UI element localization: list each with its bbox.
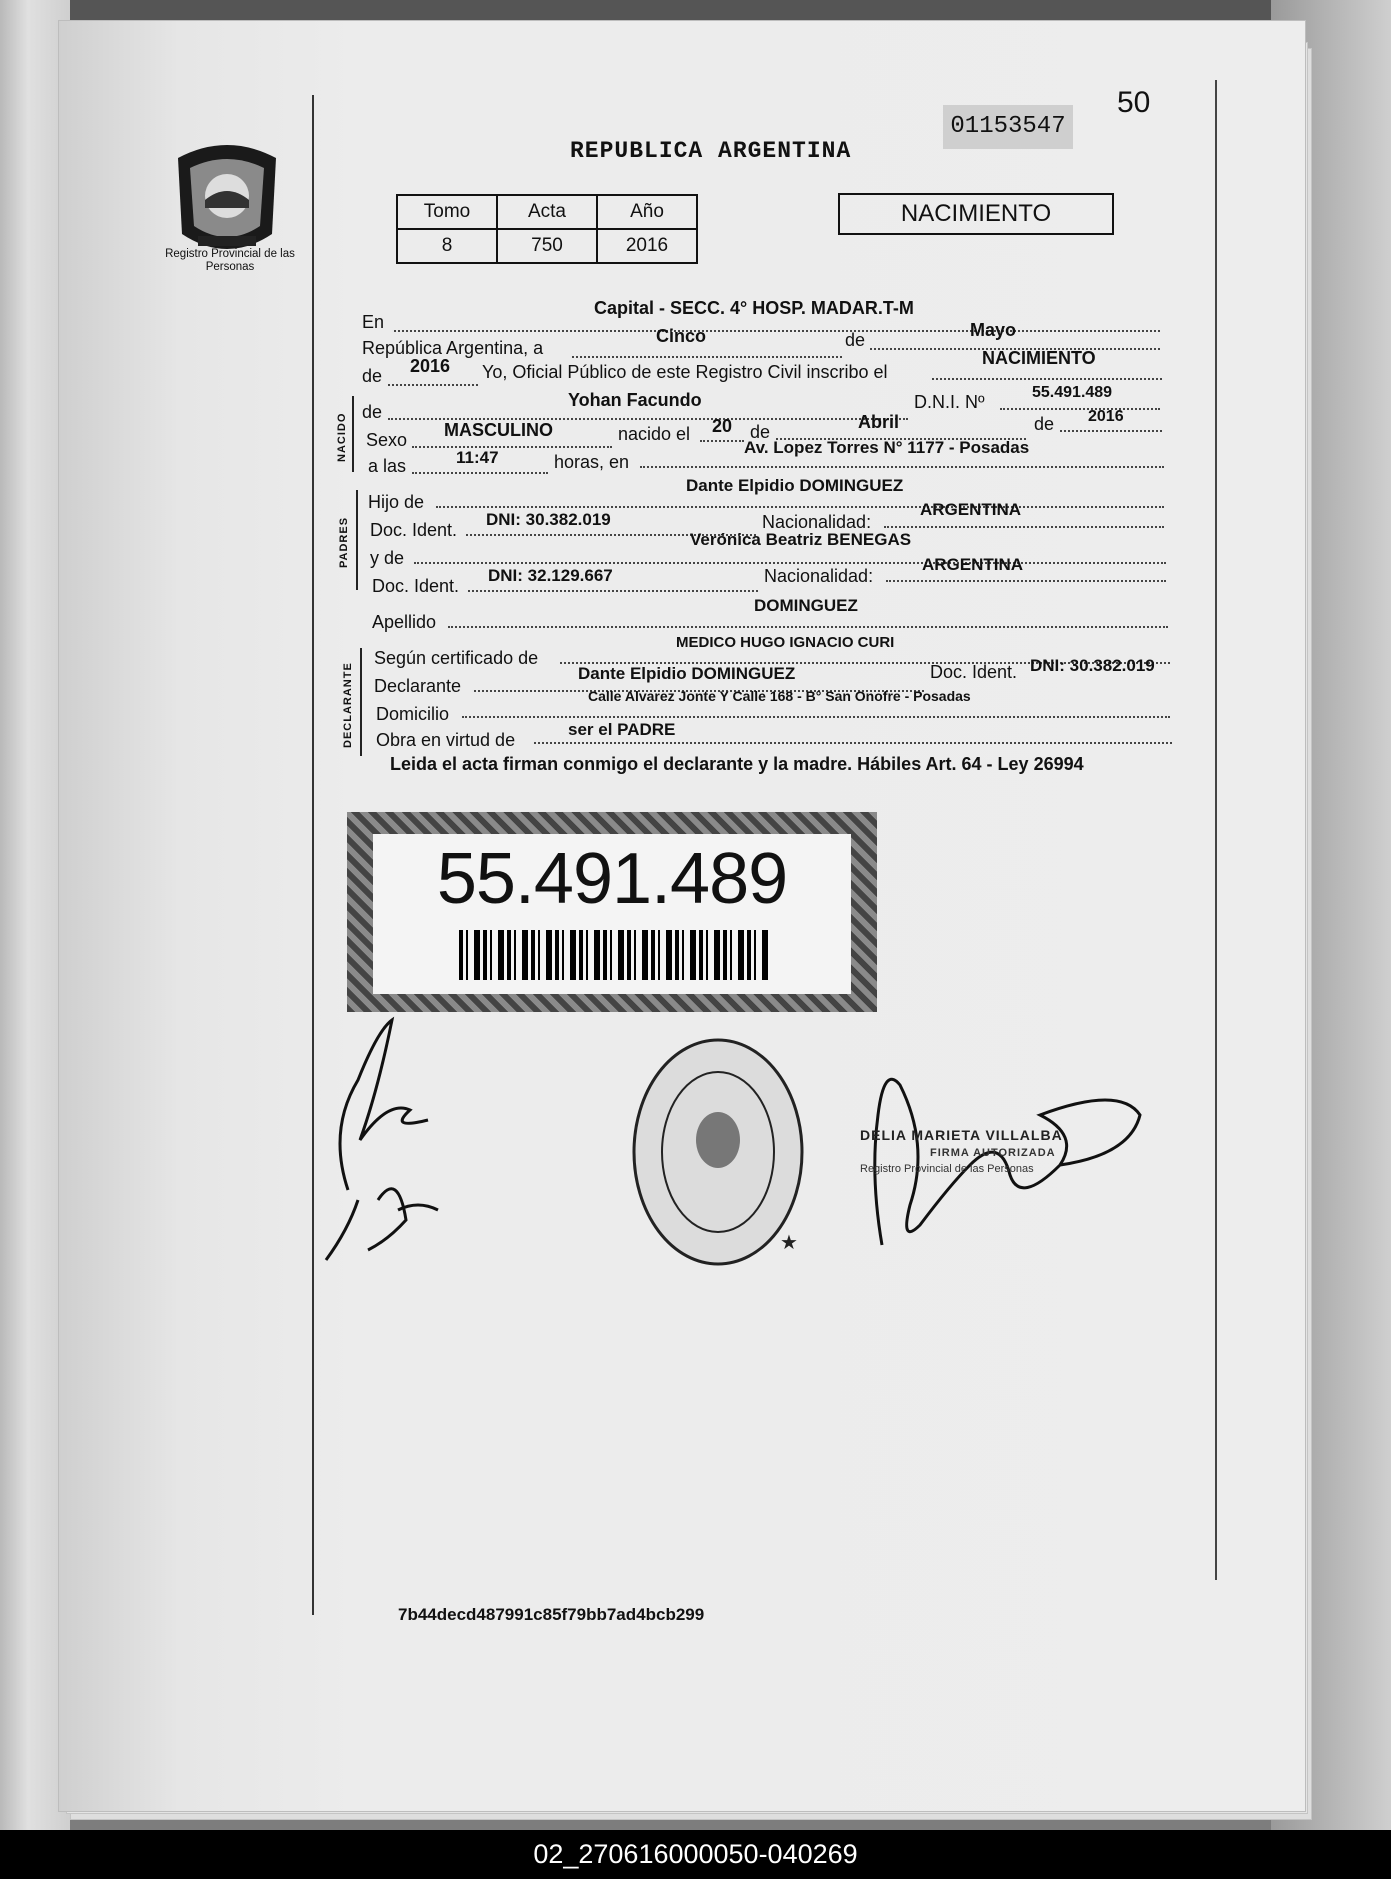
label-de-nombre: de xyxy=(362,402,383,422)
margin-rule xyxy=(312,95,314,1615)
table-value-acta: 750 xyxy=(497,229,597,263)
label-doc-ident-declarante: Doc. Ident. xyxy=(930,662,1018,682)
label-nacionalidad-madre: Nacionalidad: xyxy=(764,566,874,586)
logo-caption: Registro Provincial de las Personas xyxy=(165,248,295,273)
label-doc-ident-padre: Doc. Ident. xyxy=(370,520,458,540)
dotted-line xyxy=(932,378,1162,380)
dni-label-panel xyxy=(373,834,851,994)
document-hash: 7b44decd487991c85f79bb7ad4bcb299 xyxy=(398,1605,705,1624)
dotted-line xyxy=(640,466,1164,468)
table-header-acta: Acta xyxy=(497,195,597,229)
value-dia-nac: 20 xyxy=(712,416,733,436)
registry-seal xyxy=(628,1035,808,1270)
dotted-line xyxy=(1000,408,1160,410)
section-label-declarante: DECLARANTE xyxy=(342,662,354,748)
label-de: de xyxy=(845,330,866,350)
value-declarante: Dante Elpidio DOMINGUEZ xyxy=(578,664,796,683)
section-bar xyxy=(356,490,358,590)
page-number: 50 xyxy=(1117,86,1151,119)
value-madre-doc: DNI: 32.129.667 xyxy=(488,566,613,585)
value-anio-inscripcion: 2016 xyxy=(410,356,451,376)
dotted-line xyxy=(572,356,842,358)
dotted-line xyxy=(448,626,1168,628)
value-padre: Dante Elpidio DOMINGUEZ xyxy=(686,476,904,495)
label-nacido-el: nacido el xyxy=(618,424,691,444)
dotted-line xyxy=(534,742,1172,744)
value-lugar-nac: Av. Lopez Torres N° 1177 - Posadas xyxy=(744,438,1030,457)
label-de-mes: de xyxy=(750,422,771,442)
dotted-line xyxy=(700,440,744,442)
label-sexo: Sexo xyxy=(366,430,408,450)
signatory-registry: Registro Provincial de las Personas xyxy=(860,1163,1034,1175)
label-de: de xyxy=(362,366,383,386)
label-y-de: y de xyxy=(370,548,405,568)
value-mes-nac: Abril xyxy=(858,412,900,432)
value-padre-doc: DNI: 30.382.019 xyxy=(486,510,611,529)
value-sexo: MASCULINO xyxy=(444,420,553,440)
document-title: REPUBLICA ARGENTINA xyxy=(570,138,852,164)
record-number-table xyxy=(396,194,698,264)
value-nombre: Yohan Facundo xyxy=(568,390,702,410)
label-apellido: Apellido xyxy=(372,612,437,632)
table-value-anio: 2016 xyxy=(597,229,697,263)
image-filename-footer: 02_270616000050-040269 xyxy=(0,1830,1391,1879)
dotted-line xyxy=(468,590,758,592)
dotted-line xyxy=(394,330,1160,332)
label-horas-en: horas, en xyxy=(554,452,630,472)
label-de-anio: de xyxy=(1034,414,1055,434)
table-header-tomo: Tomo xyxy=(397,195,497,229)
value-obra: ser el PADRE xyxy=(568,720,676,739)
value-mes-texto: Mayo xyxy=(970,320,1017,340)
dotted-line xyxy=(462,716,1170,718)
label-obra: Obra en virtud de xyxy=(376,730,516,750)
dotted-line xyxy=(886,580,1166,582)
record-type-box: NACIMIENTO xyxy=(838,193,1114,235)
label-domicilio: Domicilio xyxy=(376,704,450,724)
serial-stamp: 01153547 xyxy=(943,105,1073,149)
dni-label-sticker xyxy=(347,812,877,1012)
value-certificado: MEDICO HUGO IGNACIO CURI xyxy=(676,634,895,651)
value-domicilio: Calle Alvarez Jonte Y Calle 168 - B° San Onofre - Posadas xyxy=(588,688,971,704)
barcode xyxy=(459,930,769,980)
signatory-role: FIRMA AUTORIZADA xyxy=(930,1147,1056,1159)
label-en: En xyxy=(362,312,385,332)
section-label-nacido: NACIDO xyxy=(336,412,348,462)
table-value-tomo: 8 xyxy=(397,229,497,263)
label-declarante: Declarante xyxy=(374,676,462,696)
dni-number: 55.491.489 xyxy=(436,839,788,919)
svg-text:★: ★ xyxy=(780,1230,798,1254)
dotted-line xyxy=(412,472,548,474)
section-label-padres: PADRES xyxy=(338,516,350,568)
label-dni: D.N.I. Nº xyxy=(914,392,985,412)
value-madre-nac: ARGENTINA xyxy=(922,555,1024,574)
dotted-line xyxy=(1060,430,1162,432)
label-doc-ident-madre: Doc. Ident. xyxy=(372,576,460,596)
label-segun: Según certificado de xyxy=(374,648,539,668)
value-declarante-doc: DNI: 30.382.019 xyxy=(1030,656,1155,675)
label-hijo-de: Hijo de xyxy=(368,492,425,512)
margin-rule xyxy=(1215,80,1217,1580)
value-lugar: Capital - SECC. 4° HOSP. MADAR.T-M xyxy=(594,298,914,318)
value-hora: 11:47 xyxy=(456,448,499,467)
dotted-line xyxy=(884,526,1164,528)
dotted-line xyxy=(414,562,1166,564)
value-dia-texto: Cinco xyxy=(656,326,707,346)
value-padre-nac: ARGENTINA xyxy=(920,500,1022,519)
dotted-line xyxy=(436,506,1164,508)
label-a-las: a las xyxy=(368,456,407,476)
label-inscribo: Yo, Oficial Público de este Registro Civil inscribo el xyxy=(482,362,888,382)
value-dni: 55.491.489 xyxy=(1032,384,1113,401)
value-tipo: NACIMIENTO xyxy=(982,348,1096,368)
dotted-line xyxy=(412,446,612,448)
value-anio-nac: 2016 xyxy=(1088,408,1124,425)
section-bar xyxy=(360,648,362,756)
dotted-line xyxy=(388,384,478,386)
top-shadow xyxy=(0,0,1391,20)
value-madre: Verónica Beatriz BENEGAS xyxy=(690,530,912,549)
value-apellido: DOMINGUEZ xyxy=(754,596,858,615)
label-republica: República Argentina, a xyxy=(362,338,544,358)
table-header-anio: Año xyxy=(597,195,697,229)
section-bar xyxy=(352,396,354,472)
declarante-signature xyxy=(318,1010,458,1270)
closing-note: Leida el acta firman conmigo el declarante y la madre. Hábiles Art. 64 - Ley 26994 xyxy=(390,754,1084,774)
signatory-name: DELIA MARIETA VILLALBA xyxy=(860,1127,1063,1143)
label-nacionalidad-padre: Nacionalidad: xyxy=(762,512,872,532)
